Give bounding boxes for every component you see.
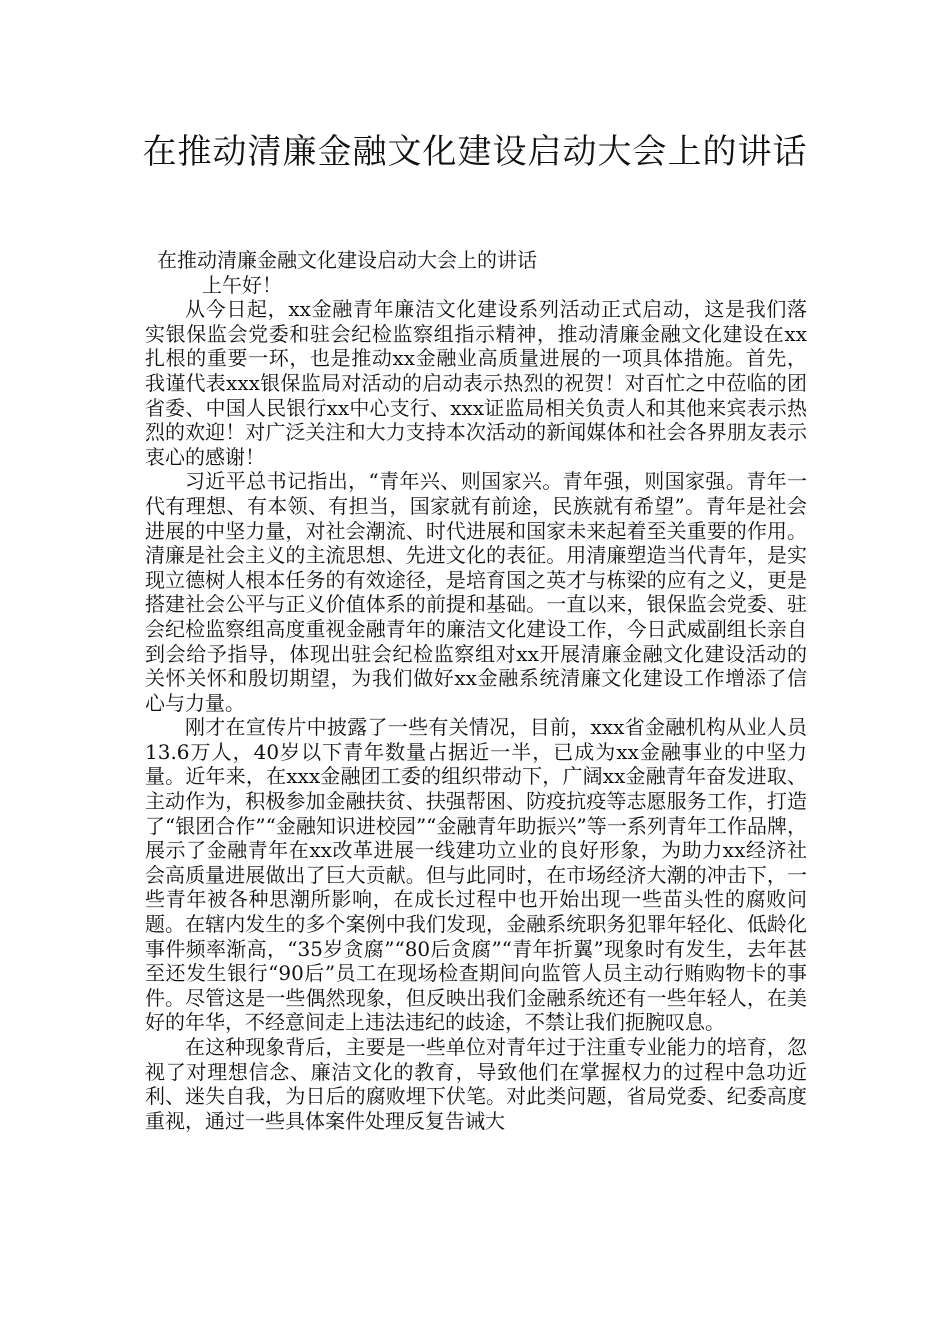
- paragraph: 习近平总书记指出，“青年兴、则国家兴。青年强，则国家强。青年一代有理想、有本领、有担当，国家就有前途，民族就有希望”。青年是社会进展的中坚力量，对社会潮流、时代进展和国家未来起着至关重要的作用。清廉是社会主义的主流思想、先进文化的表征。用清廉塑造当代青年，是实现立德树人根本任务的有效途径，是培育国之英才与栋梁的应有之义，更是搭建社会公平与正义价值体系的前提和基础。一直以来，银保监会党委、驻会纪检监察组高度重视金融青年的廉洁文化建设工作，今日武威副组长亲自到会给予指导，体现出驻会纪检监察组对xx开展清廉金融文化建设活动的关怀关怀和殷切期望，为我们做好xx金融系统清廉文化建设工作增添了信心与力量。: [145, 469, 807, 715]
- document-title: 在推动清廉金融文化建设启动大会上的讲话: [142, 132, 808, 172]
- paragraph: 在这种现象背后，主要是一些单位对青年过于注重专业能力的培育，忽视了对理想信念、廉洁文化的教育，导致他们在掌握权力的过程中急功近利、迷失自我，为日后的腐败埋下伏笔。对此类问题，省局党委、纪委高度重视，通过一些具体案件处理反复告诫大: [145, 1035, 807, 1133]
- document-body: [145, 248, 807, 1133]
- paragraph: 从今日起，xx金融青年廉洁文化建设系列活动正式启动，这是我们落实银保监会党委和驻会纪检监察组指示精神，推动清廉金融文化建设在xx扎根的重要一环，也是推动xx金融业高质量进展的一项具体措施。首先，我谨代表xxx银保监局对活动的启动表示热烈的祝贺！对百忙之中莅临的团省委、中国人民银行xx中心支行、xxx证监局相关负责人和其他来宾表示热烈的欢迎！对广泛关注和大力支持本次活动的新闻媒体和社会各界朋友表示衷心的感谢！: [145, 297, 807, 469]
- paragraph: 刚才在宣传片中披露了一些有关情况，目前，xxx省金融机构从业人员13.6万人，40岁以下青年数量占据近一半，已成为xx金融事业的中坚力量。近年来，在xxx金融团工委的组织带动下，广阔xx金融青年奋发进取、主动作为，积极参加金融扶贫、扶强帮困、防疫抗疫等志愿服务工作，打造了“银团合作”“金融知识进校园”“金融青年助振兴”等一系列青年工作品牌，展示了金融青年在xx改革进展一线建功立业的良好形象，为助力xx经济社会高质量进展做出了巨大贡献。但与此同时，在市场经济大潮的冲击下，一些青年被各种思潮所影响，在成长过程中也开始出现一些苗头性的腐败问题。在辖内发生的多个案例中我们发现，金融系统职务犯罪年轻化、低龄化事件频率渐高，“35岁贪腐”“80后贪腐”“青年折翼”现象时有发生，去年甚至还发生银行“90后”员工在现场检查期间向监管人员主动行贿购物卡的事件。尽管这是一些偶然现象，但反映出我们金融系统还有一些年轻人，在美好的年华，不经意间走上违法违纪的歧途，不禁让我们扼腕叹息。: [145, 715, 807, 1035]
- document-subtitle: 在推动清廉金融文化建设启动大会上的讲话: [157, 248, 537, 272]
- greeting-line: 上午好！: [202, 272, 282, 297]
